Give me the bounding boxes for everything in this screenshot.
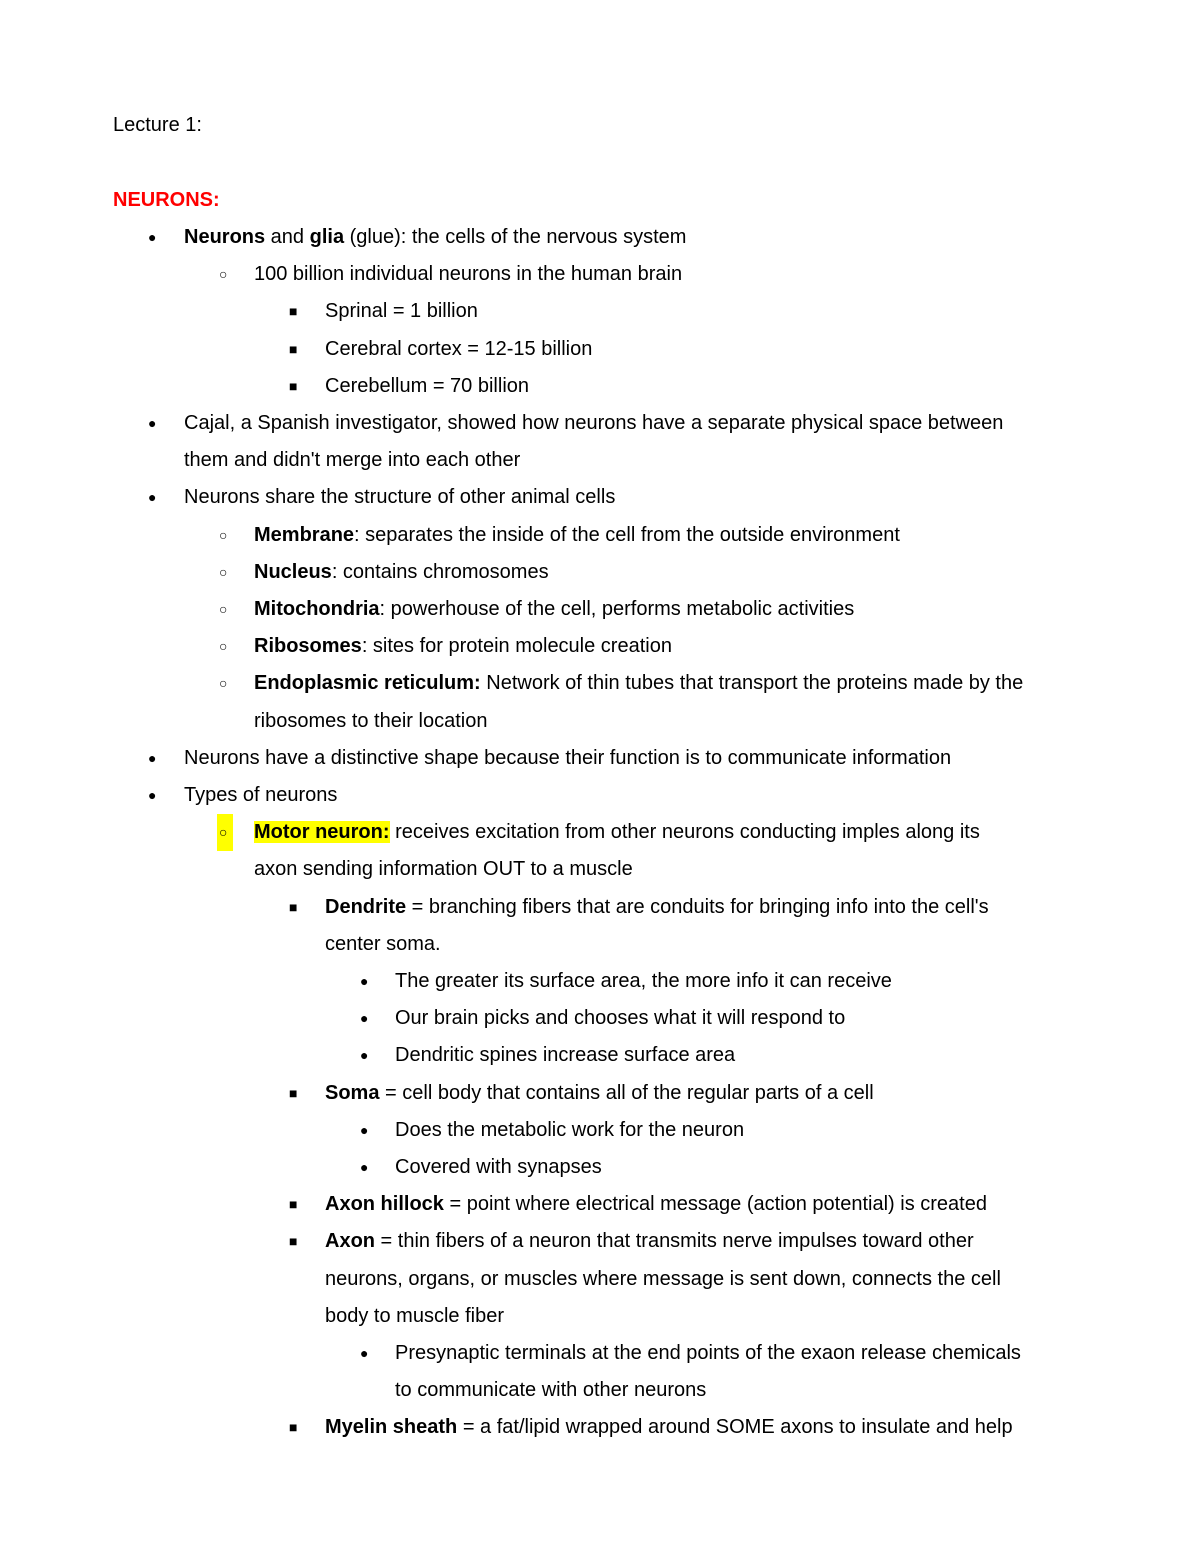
filled-circle-bullet: ● (360, 1047, 369, 1063)
list-item-continuation (325, 1261, 1001, 1298)
filled-square-bullet: ■ (289, 341, 298, 357)
item-text: : sites for protein molecule creation (361, 635, 672, 657)
list-item (395, 1112, 744, 1149)
item-text: = cell body that contains all of the regular parts of a cell (379, 1082, 874, 1104)
list-item (184, 405, 1003, 442)
list-item-continuation (325, 926, 441, 963)
document-title: Lecture 1: (113, 114, 202, 136)
list-item (254, 517, 900, 554)
filled-square-bullet: ■ (289, 1233, 298, 1249)
list-item-continuation (254, 703, 487, 740)
filled-square-bullet: ■ (289, 303, 298, 319)
list-item (395, 1335, 1021, 1372)
filled-square-bullet: ■ (289, 899, 298, 915)
item-text: Types of neurons (184, 784, 338, 806)
item-text: 100 billion individual neurons in the human brain (254, 263, 683, 285)
list-item-continuation (395, 1372, 706, 1409)
list-item-continuation (325, 1298, 504, 1335)
filled-circle-bullet: ● (360, 973, 369, 989)
item-text: and (265, 226, 310, 248)
list-item (325, 1075, 874, 1112)
list-item (395, 1149, 602, 1186)
list-item-continuation (254, 851, 633, 888)
filled-circle-bullet: ● (148, 750, 157, 766)
bold-term: Membrane (254, 524, 355, 546)
list-item-continuation (184, 442, 520, 479)
item-text: ribosomes to their location (254, 710, 488, 732)
item-text: = branching fibers that are conduits for bringing info into the cell's (406, 896, 989, 918)
item-text: Neurons share the structure of other animal cells (184, 486, 616, 508)
list-item (395, 1037, 735, 1074)
item-text: Cerebral cortex = 12-15 billion (325, 338, 593, 360)
item-text: = thin fibers of a neuron that transmits nerve impulses toward other (375, 1230, 974, 1252)
filled-square-bullet: ■ (289, 1085, 298, 1101)
hollow-circle-bullet: ○ (219, 266, 228, 282)
hollow-circle-bullet: ○ (219, 564, 228, 580)
hollow-circle-bullet: ○ (219, 601, 228, 617)
item-text: center soma. (325, 933, 441, 955)
filled-circle-bullet: ● (148, 787, 157, 803)
hollow-circle-bullet: ○ (219, 675, 228, 691)
list-item (395, 963, 892, 1000)
item-text: Cajal, a Spanish investigator, showed how neurons have a separate physical space between (184, 412, 1004, 434)
list-item (325, 1409, 1013, 1446)
filled-circle-bullet: ● (360, 1010, 369, 1026)
item-text: (glue): the cells of the nervous system (344, 226, 687, 248)
item-text: neurons, organs, or muscles where message is sent down, connects the cell (325, 1268, 1001, 1290)
filled-square-bullet: ■ (289, 1419, 298, 1435)
filled-square-bullet: ■ (289, 378, 298, 394)
item-text: : contains chromosomes (331, 561, 549, 583)
bold-term: Dendrite (325, 896, 407, 918)
item-text: Neurons have a distinctive shape because their function is to communicate information (184, 747, 952, 769)
filled-circle-bullet: ● (148, 415, 157, 431)
item-text: The greater its surface area, the more info it can receive (395, 970, 892, 992)
list-item (395, 1000, 845, 1037)
bold-term: Mitochondria (254, 598, 380, 620)
item-text: Dendritic spines increase surface area (395, 1044, 736, 1066)
bold-term: Soma (325, 1082, 380, 1104)
list-item (254, 814, 980, 851)
list-item (325, 889, 989, 926)
bold-term: Nucleus (254, 561, 332, 583)
bold-term: Ribosomes (254, 635, 362, 657)
filled-circle-bullet: ● (360, 1159, 369, 1175)
bold-term: Myelin sheath (325, 1416, 458, 1438)
item-text: Cerebellum = 70 billion (325, 375, 530, 397)
item-text: Covered with synapses (395, 1156, 602, 1178)
item-text: them and didn't merge into each other (184, 449, 521, 471)
list-item (254, 628, 672, 665)
item-text: Our brain picks and chooses what it will respond to (395, 1007, 846, 1029)
list-item (184, 777, 337, 814)
list-item (325, 1223, 974, 1260)
item-text: Sprinal = 1 billion (325, 300, 478, 322)
item-text: to communicate with other neurons (395, 1379, 707, 1401)
item-text: receives excitation from other neurons conducting imples along its (389, 821, 980, 843)
list-item (325, 331, 592, 368)
item-text: body to muscle fiber (325, 1305, 504, 1327)
list-item (184, 479, 615, 516)
item-text: Presynaptic terminals at the end points of the exaon release chemicals (395, 1342, 1021, 1364)
bold-term: Motor neuron: (254, 821, 390, 843)
item-text: = point where electrical message (action potential) is created (443, 1193, 987, 1215)
item-text: : powerhouse of the cell, performs metabolic activities (379, 598, 855, 620)
filled-circle-bullet: ● (148, 489, 157, 505)
item-text: Network of thin tubes that transport the proteins made by the (480, 672, 1024, 694)
item-text: axon sending information OUT to a muscle (254, 858, 633, 880)
item-text: = a fat/lipid wrapped around SOME axons to insulate and help (457, 1416, 1013, 1438)
bold-term: Axon hillock (325, 1193, 444, 1215)
hollow-circle-bullet: ○ (217, 814, 233, 851)
filled-square-bullet: ■ (289, 1196, 298, 1212)
list-item (254, 591, 854, 628)
list-item (184, 740, 951, 777)
list-item (254, 554, 549, 591)
list-item (325, 368, 529, 405)
filled-circle-bullet: ● (360, 1345, 369, 1361)
filled-circle-bullet: ● (360, 1122, 369, 1138)
filled-circle-bullet: ● (148, 229, 157, 245)
bold-term: glia (309, 226, 345, 248)
list-item (254, 665, 1023, 702)
bold-term: Neurons (184, 226, 266, 248)
item-text: : separates the inside of the cell from the outside environment (354, 524, 900, 546)
section-heading: NEURONS: (113, 189, 220, 211)
list-item (184, 219, 686, 256)
list-item (325, 293, 478, 330)
hollow-circle-bullet: ○ (219, 638, 228, 654)
item-text: Does the metabolic work for the neuron (395, 1119, 745, 1141)
list-item (254, 256, 682, 293)
bold-term: Axon (325, 1230, 375, 1252)
list-item (325, 1186, 987, 1223)
bold-term: Endoplasmic reticulum: (254, 672, 481, 694)
hollow-circle-bullet: ○ (219, 527, 228, 543)
